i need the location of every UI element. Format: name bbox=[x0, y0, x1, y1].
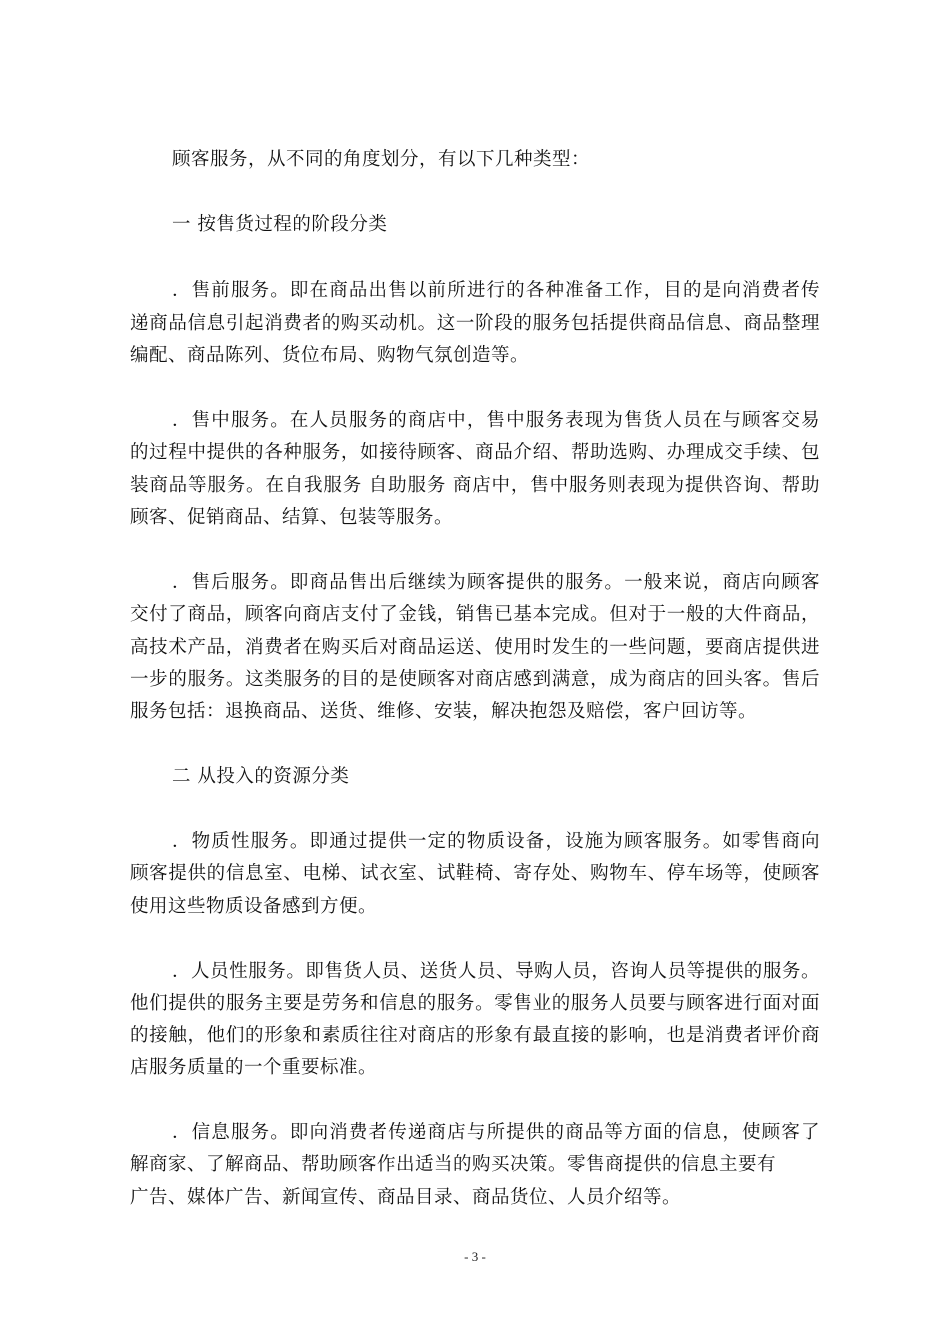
paragraph-line: 高技术产品，消费者在购买后对商品运送、使用时发生的一些问题，要商店提供进 bbox=[130, 637, 820, 658]
paragraph-line: 店服务质量的一个重要标准。 bbox=[130, 1057, 378, 1078]
paragraph-line: 顾客提供的信息室、电梯、试衣室、试鞋椅、寄存处、购物车、停车场等，使顾客 bbox=[130, 863, 820, 884]
paragraph-line: 递商品信息引起消费者的购买动机。这一阶段的服务包括提供商品信息、商品整理 bbox=[130, 313, 820, 334]
paragraph-line: ．物质性服务。即通过提供一定的物质设备，设施为顾客服务。如零售商向 bbox=[172, 831, 820, 852]
paragraph-line: 顾客、促销商品、结算、包装等服务。 bbox=[130, 507, 454, 528]
paragraph-line: 编配、商品陈列、货位布局、购物气氛创造等。 bbox=[130, 345, 530, 366]
section-heading-2: 二 从投入的资源分类 bbox=[172, 766, 350, 787]
section-heading-1: 一 按售货过程的阶段分类 bbox=[172, 214, 388, 235]
paragraph-line: ．人员性服务。即售货人员、送货人员、导购人员，咨询人员等提供的服务。 bbox=[172, 961, 820, 982]
paragraph-line: 的过程中提供的各种服务，如接待顾客、商品介绍、帮助选购、办理成交手续、包 bbox=[130, 442, 820, 463]
paragraph-line: 的接触，他们的形象和素质往往对商店的形象有最直接的影响，也是消费者评价商 bbox=[130, 1025, 820, 1046]
paragraph-line: 解商家、了解商品、帮助顾客作出适当的购买决策。零售商提供的信息主要有 bbox=[130, 1154, 777, 1175]
paragraph-line: ．售前服务。即在商品出售以前所进行的各种准备工作，目的是向消费者传 bbox=[172, 280, 820, 301]
paragraph-line: 交付了商品，顾客向商店支付了金钱，销售已基本完成。但对于一般的大件商品， bbox=[130, 604, 820, 625]
paragraph-line: ．售后服务。即商品售出后继续为顾客提供的服务。一般来说，商店向顾客 bbox=[172, 572, 820, 593]
paragraph-line: 使用这些物质设备感到方便。 bbox=[130, 896, 378, 917]
paragraph-line: ．信息服务。即向消费者传递商店与所提供的商品等方面的信息，使顾客了 bbox=[172, 1122, 820, 1143]
paragraph-line: 装商品等服务。在自我服务 自助服务 商店中，售中服务则表现为提供咨询、帮助 bbox=[130, 475, 820, 496]
paragraph-line: 服务包括：退换商品、送货、维修、安装，解决抱怨及赔偿，客户回访等。 bbox=[130, 701, 758, 722]
intro-text: 顾客服务，从不同的角度划分，有以下几种类型： bbox=[172, 149, 591, 170]
paragraph-line: ．售中服务。在人员服务的商店中，售中服务表现为售货人员在与顾客交易 bbox=[172, 410, 820, 431]
page-number: - 3 - bbox=[464, 1249, 486, 1264]
paragraph-line: 一步的服务。这类服务的目的是使顾客对商店感到满意，成为商店的回头客。售后 bbox=[130, 669, 820, 690]
paragraph-line: 广告、媒体广告、新闻宣传、商品目录、商品货位、人员介绍等。 bbox=[130, 1187, 682, 1208]
paragraph-line: 他们提供的服务主要是劳务和信息的服务。零售业的服务人员要与顾客进行面对面 bbox=[130, 993, 820, 1014]
